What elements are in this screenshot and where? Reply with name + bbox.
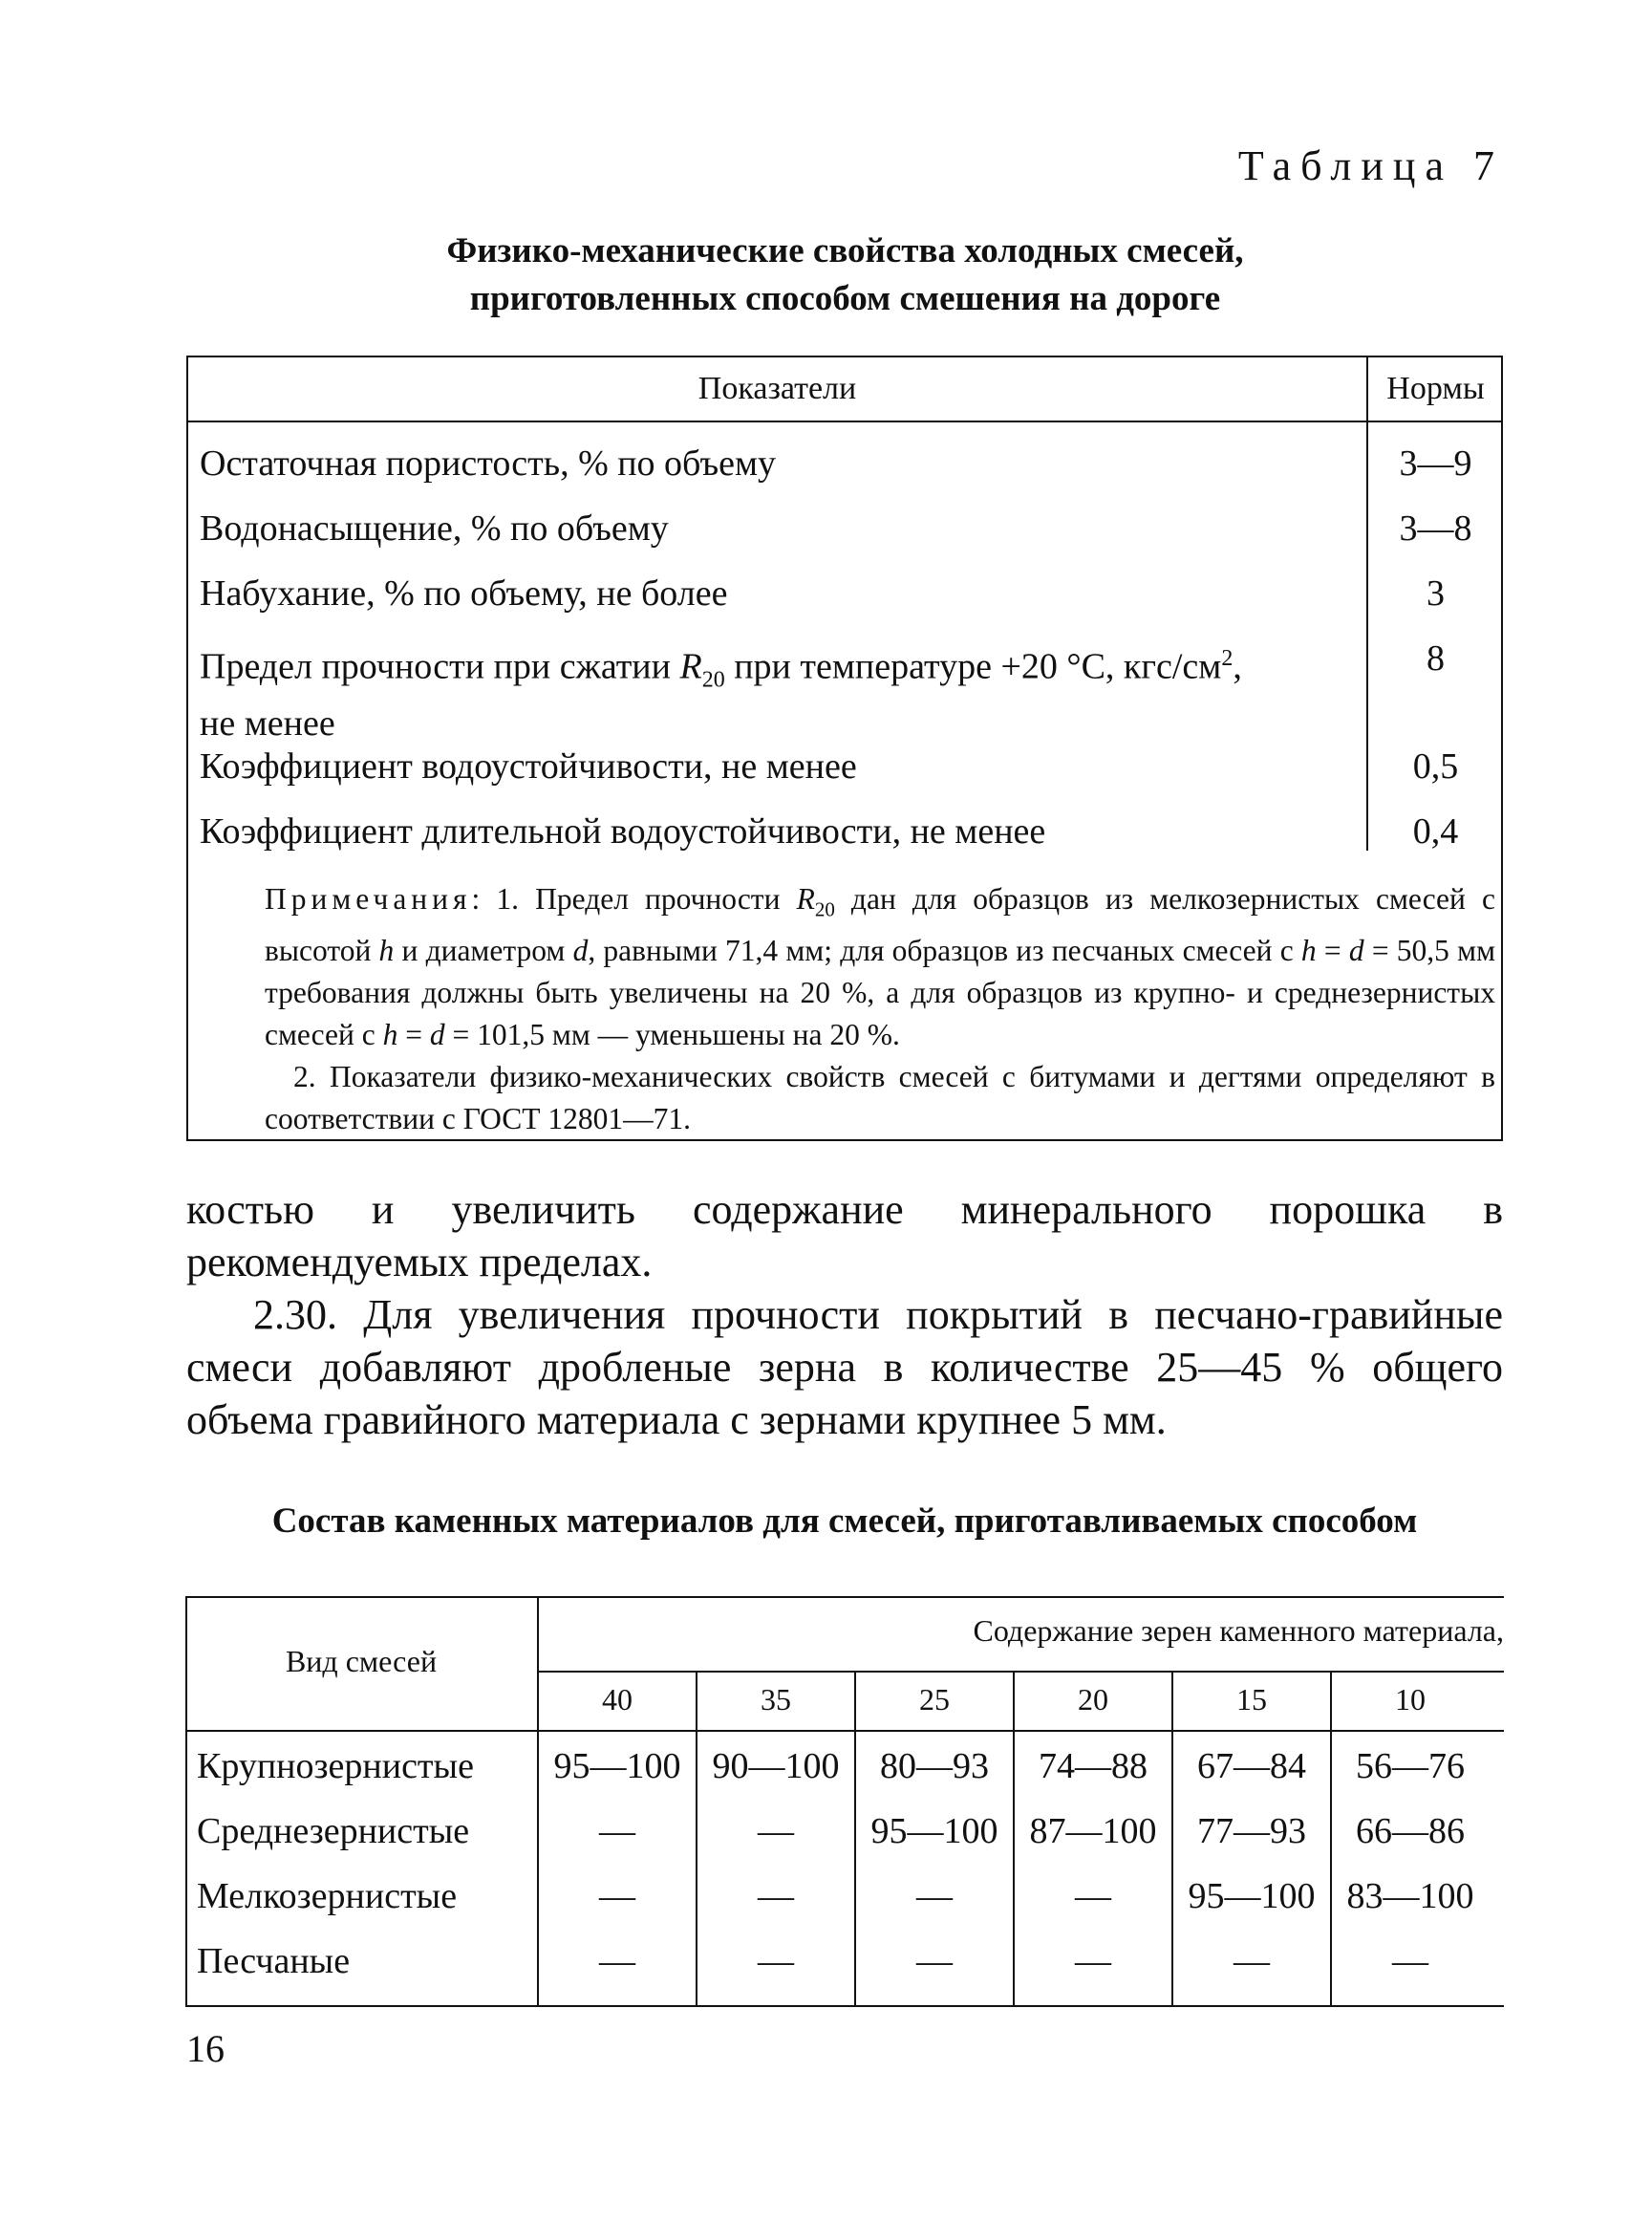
cell-fine-40: —	[599, 1876, 635, 1916]
notes-heading: Примечания	[265, 882, 472, 916]
row-value-long-water-resistance: 0,4	[1412, 811, 1459, 852]
cell-medium-35: —	[758, 1811, 794, 1851]
note-2: 2. Показатели физико-механических свойств смесей с битумами и дегтями определяют в соответствии с ГОСТ 12801—71.	[265, 1060, 1495, 1136]
table-bottom-border	[185, 2005, 1504, 2007]
header-divider	[188, 421, 1501, 422]
row-value-water-saturation: 3—8	[1399, 508, 1472, 549]
row-label-water-saturation: Водонасыщение, % по объему	[200, 508, 669, 549]
header-size-35: 35	[761, 1682, 791, 1717]
page-number: 16	[186, 2027, 225, 2070]
note-1-text-g: = 101,5 мм — уменьшены на 20 %.	[444, 1018, 900, 1052]
properties-table	[186, 356, 1503, 1141]
strength-label-text-2: при температуре +20 °С, кгс/см	[724, 646, 1222, 687]
cell-fine-25: —	[916, 1876, 953, 1916]
header-size-40: 40	[602, 1682, 633, 1717]
note-1-text-a: : 1. Предел прочности	[471, 882, 797, 916]
row-label-sandy: Песчаные	[197, 1941, 351, 1981]
cell-sandy-25: —	[916, 1941, 953, 1981]
header-norms: Нормы	[1386, 371, 1485, 406]
row-label-porosity: Остаточная пористость, % по объему	[200, 443, 777, 484]
row-label-coarse: Крупнозернистые	[197, 1746, 474, 1786]
table7-title-line1: Физико-механические свойства холодных смесей,	[446, 231, 1244, 270]
note-1-r-subscript: 20	[814, 897, 835, 921]
row-value-swelling: 3	[1427, 573, 1445, 614]
cell-coarse-40: 95—100	[553, 1746, 681, 1786]
cell-fine-10: 83—100	[1346, 1876, 1474, 1916]
note-1-d-symbol-2: d	[1348, 934, 1364, 968]
cell-medium-10: 66—86	[1356, 1811, 1465, 1851]
cell-fine-35: —	[758, 1876, 794, 1916]
table7-notes	[265, 878, 1495, 1140]
paragraph-continuation: костью и увеличить содержание минерального порошка в рекомендуемых пределах.	[186, 1186, 1503, 1285]
row-label-water-resistance: Коэффициент водоустойчивости, не менее	[200, 746, 857, 787]
cell-sandy-10: —	[1392, 1941, 1428, 1981]
header-content: Содержание зерен каменного материала,	[973, 1613, 1504, 1648]
paragraph-2-30: 2.30. Для увеличения прочности покрытий в песчано-гравийные смеси добавляют дробленые зерна в количестве 25—45 % общего объема гравийного материала с зернами крупнее 5 мм.	[186, 1291, 1503, 1443]
row-label-compressive-strength	[200, 637, 1242, 745]
row-value-compressive-strength: 8	[1427, 638, 1445, 679]
note-1-text-f: = 50,5 мм требования должны быть увеличены на 20 %, а для образцов из крупно- и среднезернистых смесей с	[265, 934, 1496, 1052]
cell-coarse-15: 67—84	[1197, 1746, 1306, 1786]
cell-coarse-10: 56—76	[1356, 1746, 1465, 1786]
note-1-text-e: , равными 71,4 мм; для образцов из песчаных смесей с	[588, 934, 1301, 968]
cell-coarse-20: 74—88	[1039, 1746, 1148, 1786]
note-1-eq-1: =	[1316, 934, 1349, 968]
strength-label-line2: не менее	[200, 703, 335, 745]
cell-sandy-35: —	[758, 1941, 794, 1981]
table-top-border	[185, 1596, 1504, 1598]
note-1-h-symbol-2: h	[1300, 934, 1317, 968]
header-mid-border	[537, 1671, 1504, 1673]
strength-subscript: 20	[701, 667, 725, 693]
aggregate-composition-table	[185, 1596, 1504, 2007]
header-size-25: 25	[919, 1682, 950, 1717]
table7-title	[0, 227, 1652, 323]
cell-sandy-15: —	[1234, 1941, 1270, 1981]
row-value-porosity: 3—9	[1399, 443, 1472, 484]
cell-medium-15: 77—93	[1197, 1811, 1306, 1851]
strength-symbol: R	[679, 646, 702, 687]
cell-fine-15: 95—100	[1188, 1876, 1316, 1916]
table7-title-line2: приготовленных способом смешения на дороге	[469, 279, 1221, 318]
strength-superscript: 2	[1221, 646, 1234, 671]
cell-medium-40: —	[599, 1811, 635, 1851]
note-1-text-b: дан для образцов из мелкозернистых смесей с высотой	[265, 882, 1495, 968]
cell-sandy-20: —	[1075, 1941, 1111, 1981]
note-1-d-symbol-3: d	[429, 1018, 445, 1052]
note-1-r-symbol: R	[796, 882, 815, 916]
note-1-eq-2: =	[397, 1018, 430, 1052]
table2-title: Состав каменных материалов для смесей, приготавливаемых способом	[271, 1501, 1418, 1541]
row-label-long-water-resistance: Коэффициент длительной водоустойчивости, не менее	[200, 811, 1046, 852]
note-1-h-symbol-3: h	[382, 1018, 398, 1052]
note-1-text-c: и диаметром	[394, 934, 573, 968]
header-bottom-border	[185, 1730, 1504, 1732]
cell-coarse-25: 80—93	[880, 1746, 989, 1786]
row-label-medium: Среднезернистые	[197, 1811, 470, 1851]
header-mix-type: Вид смесей	[285, 1644, 438, 1678]
cell-sandy-40: —	[599, 1941, 635, 1981]
note-1-h-symbol: h	[378, 934, 395, 968]
row-value-water-resistance: 0,5	[1412, 746, 1459, 787]
strength-label-text: Предел прочности при сжатии	[200, 646, 680, 687]
header-size-10: 10	[1395, 1682, 1426, 1717]
header-indicators: Показатели	[697, 371, 857, 406]
note-1-d-symbol: d	[572, 934, 589, 968]
table-number-label: Таблица 7	[1237, 142, 1504, 189]
cell-medium-25: 95—100	[870, 1811, 998, 1851]
note-1	[265, 878, 1495, 1056]
cell-coarse-35: 90—100	[712, 1746, 840, 1786]
header-size-20: 20	[1078, 1682, 1108, 1717]
row-label-swelling: Набухание, % по объему, не более	[200, 573, 728, 614]
header-size-15: 15	[1236, 1682, 1267, 1717]
cell-medium-20: 87—100	[1029, 1811, 1157, 1851]
cell-fine-20: —	[1075, 1876, 1111, 1916]
strength-label-comma: ,	[1233, 646, 1242, 687]
row-label-fine: Мелкозернистые	[197, 1876, 458, 1916]
